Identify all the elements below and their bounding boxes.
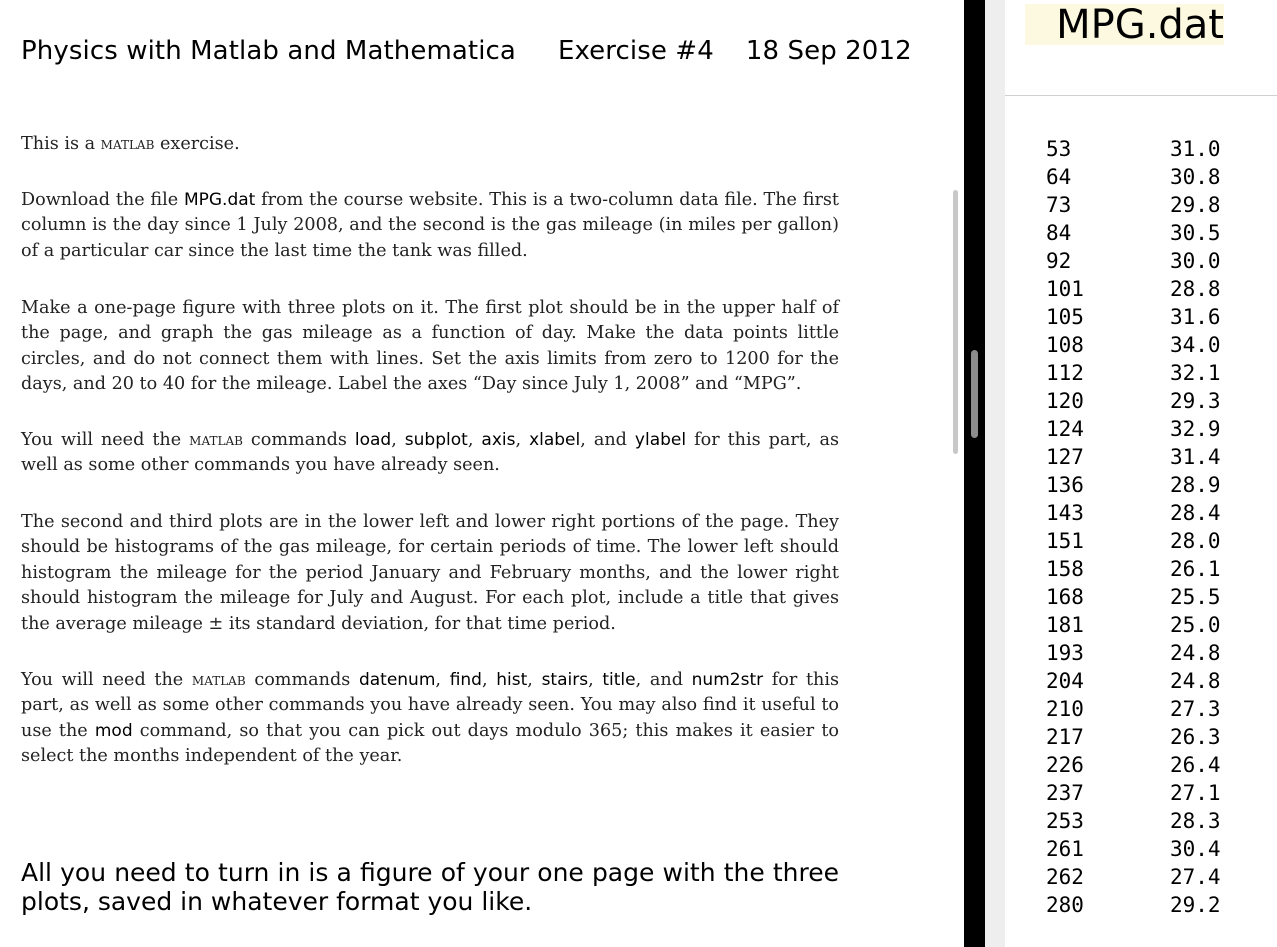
final-note: All you need to turn in is a figure of your one page with the three plots, saved in whatever format you like. — [21, 858, 839, 916]
table-row — [1046, 555, 1221, 583]
mpg-cell: 28.8 — [1170, 277, 1221, 301]
day-cell: 64 — [1046, 165, 1072, 189]
pane-divider-handle[interactable] — [971, 350, 978, 438]
mpg-cell: 34.0 — [1170, 333, 1221, 357]
document-scrollbar[interactable] — [953, 190, 958, 454]
download-paragraph: Download the file MPG.dat from the course website. This is a two-column data file. The first column is the day since 1 July 2008, and the second is the gas mileage (in miles per gallon) of a particular car since the last time the tank was filled. — [21, 190, 839, 261]
day-cell: 193 — [1046, 641, 1084, 665]
mpg-cell: 32.9 — [1170, 417, 1221, 441]
mpg-cell: 29.2 — [1170, 893, 1221, 917]
command-hist: hist — [496, 670, 528, 690]
mpg-cell: 30.5 — [1170, 221, 1221, 245]
intro-paragraph: This is a matlab exercise. — [21, 134, 240, 154]
mpg-cell: 28.9 — [1170, 473, 1221, 497]
pane-divider[interactable] — [964, 0, 985, 947]
day-cell: 168 — [1046, 585, 1084, 609]
day-cell: 127 — [1046, 445, 1084, 469]
day-cell: 253 — [1046, 809, 1084, 833]
day-cell: 237 — [1046, 781, 1084, 805]
mpg-cell: 28.0 — [1170, 529, 1221, 553]
table-row — [1046, 163, 1221, 191]
day-cell: 124 — [1046, 417, 1084, 441]
file-name: MPG.dat — [183, 190, 256, 210]
day-cell: 217 — [1046, 725, 1084, 749]
mpg-cell: 27.1 — [1170, 781, 1221, 805]
mpg-cell: 31.4 — [1170, 445, 1221, 469]
plot-instructions-paragraph: Make a one-page figure with three plots on it. The first plot should be in the upper half of the page, and graph the gas mileage as a function of day. Make the data points little circles, and do not connect them with lines. Set the axis limits from zero to 1200 for the days, and 20 to 40 for the mileage. Label the axes “Day since July 1, 2008” and “MPG”. — [21, 298, 839, 395]
day-cell: 105 — [1046, 305, 1084, 329]
exercise-number: Exercise #4 — [557, 36, 714, 66]
file-pane-gutter — [985, 0, 1005, 947]
day-cell: 92 — [1046, 249, 1072, 273]
day-cell: 262 — [1046, 865, 1084, 889]
mpg-cell: 30.0 — [1170, 249, 1221, 273]
table-row — [1046, 191, 1221, 219]
mpg-cell: 29.3 — [1170, 389, 1221, 413]
table-row — [1046, 443, 1221, 471]
file-title: MPG.dat — [1025, 4, 1224, 45]
table-row — [1046, 303, 1221, 331]
table-row — [1046, 807, 1221, 835]
day-cell: 112 — [1046, 361, 1084, 385]
day-cell: 101 — [1046, 277, 1084, 301]
table-row — [1046, 863, 1221, 891]
table-row — [1046, 415, 1221, 443]
command-xlabel: xlabel — [529, 430, 581, 450]
command-subplot: subplot — [404, 430, 468, 450]
data-table — [1046, 135, 1221, 919]
table-row — [1046, 891, 1221, 919]
command-num2str: num2str — [691, 670, 764, 690]
mpg-cell: 29.8 — [1170, 193, 1221, 217]
mpg-cell: 24.8 — [1170, 641, 1221, 665]
day-cell: 158 — [1046, 557, 1084, 581]
mpg-cell: 27.4 — [1170, 865, 1221, 889]
mpg-cell: 26.3 — [1170, 725, 1221, 749]
day-cell: 136 — [1046, 473, 1084, 497]
commands-paragraph-1: You will need the matlab commands load, subplot, axis, xlabel, and ylabel for this part, as well as some other commands you have already seen. — [21, 430, 840, 476]
table-row — [1046, 359, 1221, 387]
table-row — [1046, 639, 1221, 667]
mpg-cell: 24.8 — [1170, 669, 1221, 693]
table-row — [1046, 247, 1221, 275]
command-mod: mod — [94, 720, 133, 741]
mpg-cell: 30.8 — [1170, 165, 1221, 189]
day-cell: 226 — [1046, 753, 1084, 777]
mpg-cell: 28.3 — [1170, 809, 1221, 833]
day-cell: 53 — [1046, 137, 1072, 161]
table-row — [1046, 471, 1221, 499]
mpg-cell: 31.6 — [1170, 305, 1221, 329]
command-title: title — [602, 670, 636, 690]
day-cell: 280 — [1046, 893, 1084, 917]
commands-paragraph-2: You will need the matlab commands datenum, find, hist, stairs, title, and num2str for this part, as well as some other commands you have already seen. You may also find it useful to use the mod command, so that you can pick out days modulo 365; this makes it easier to select the months independent of the year. — [21, 670, 840, 767]
command-datenum: datenum — [358, 670, 436, 690]
table-row — [1046, 583, 1221, 611]
table-row — [1046, 135, 1221, 163]
command-load: load — [354, 430, 392, 450]
mpg-cell: 26.1 — [1170, 557, 1221, 581]
mpg-cell: 26.4 — [1170, 753, 1221, 777]
table-row — [1046, 219, 1221, 247]
file-viewer-pane[interactable] — [1005, 0, 1277, 947]
mpg-cell: 28.4 — [1170, 501, 1221, 525]
table-row — [1046, 275, 1221, 303]
course-title: Physics with Matlab and Mathematica — [21, 36, 516, 66]
day-cell: 181 — [1046, 613, 1084, 637]
mpg-cell: 25.5 — [1170, 585, 1221, 609]
day-cell: 73 — [1046, 193, 1072, 217]
table-row — [1046, 387, 1221, 415]
mpg-cell: 27.3 — [1170, 697, 1221, 721]
file-title-divider — [1005, 95, 1277, 96]
mpg-cell: 31.0 — [1170, 137, 1221, 161]
command-stairs: stairs — [541, 670, 589, 690]
day-cell: 108 — [1046, 333, 1084, 357]
command-axis: axis — [481, 430, 516, 450]
command-ylabel: ylabel — [634, 430, 687, 450]
day-cell: 210 — [1046, 697, 1084, 721]
table-row — [1046, 695, 1221, 723]
mpg-cell: 32.1 — [1170, 361, 1221, 385]
table-row — [1046, 835, 1221, 863]
day-cell: 151 — [1046, 529, 1084, 553]
day-cell: 204 — [1046, 669, 1084, 693]
histogram-instructions-paragraph: The second and third plots are in the lower left and lower right portions of the page. They should be histograms of the gas mileage, for certain periods of time. The lower left should histogram the mileage for the period January and February months, and the lower right should histogram the mileage for July and August. For each plot, include a title that gives the average mileage ± its standard deviation, for that time period. — [21, 512, 839, 634]
mpg-cell: 30.4 — [1170, 837, 1221, 861]
day-cell: 120 — [1046, 389, 1084, 413]
table-row — [1046, 751, 1221, 779]
table-row — [1046, 779, 1221, 807]
table-row — [1046, 527, 1221, 555]
mpg-cell: 25.0 — [1170, 613, 1221, 637]
day-cell: 143 — [1046, 501, 1084, 525]
day-cell: 261 — [1046, 837, 1084, 861]
table-row — [1046, 331, 1221, 359]
exercise-date: 18 Sep 2012 — [745, 36, 912, 66]
table-row — [1046, 723, 1221, 751]
table-row — [1046, 499, 1221, 527]
command-find: find — [449, 670, 482, 690]
day-cell: 84 — [1046, 221, 1072, 245]
table-row — [1046, 667, 1221, 695]
table-row — [1046, 611, 1221, 639]
document-header — [21, 36, 912, 66]
